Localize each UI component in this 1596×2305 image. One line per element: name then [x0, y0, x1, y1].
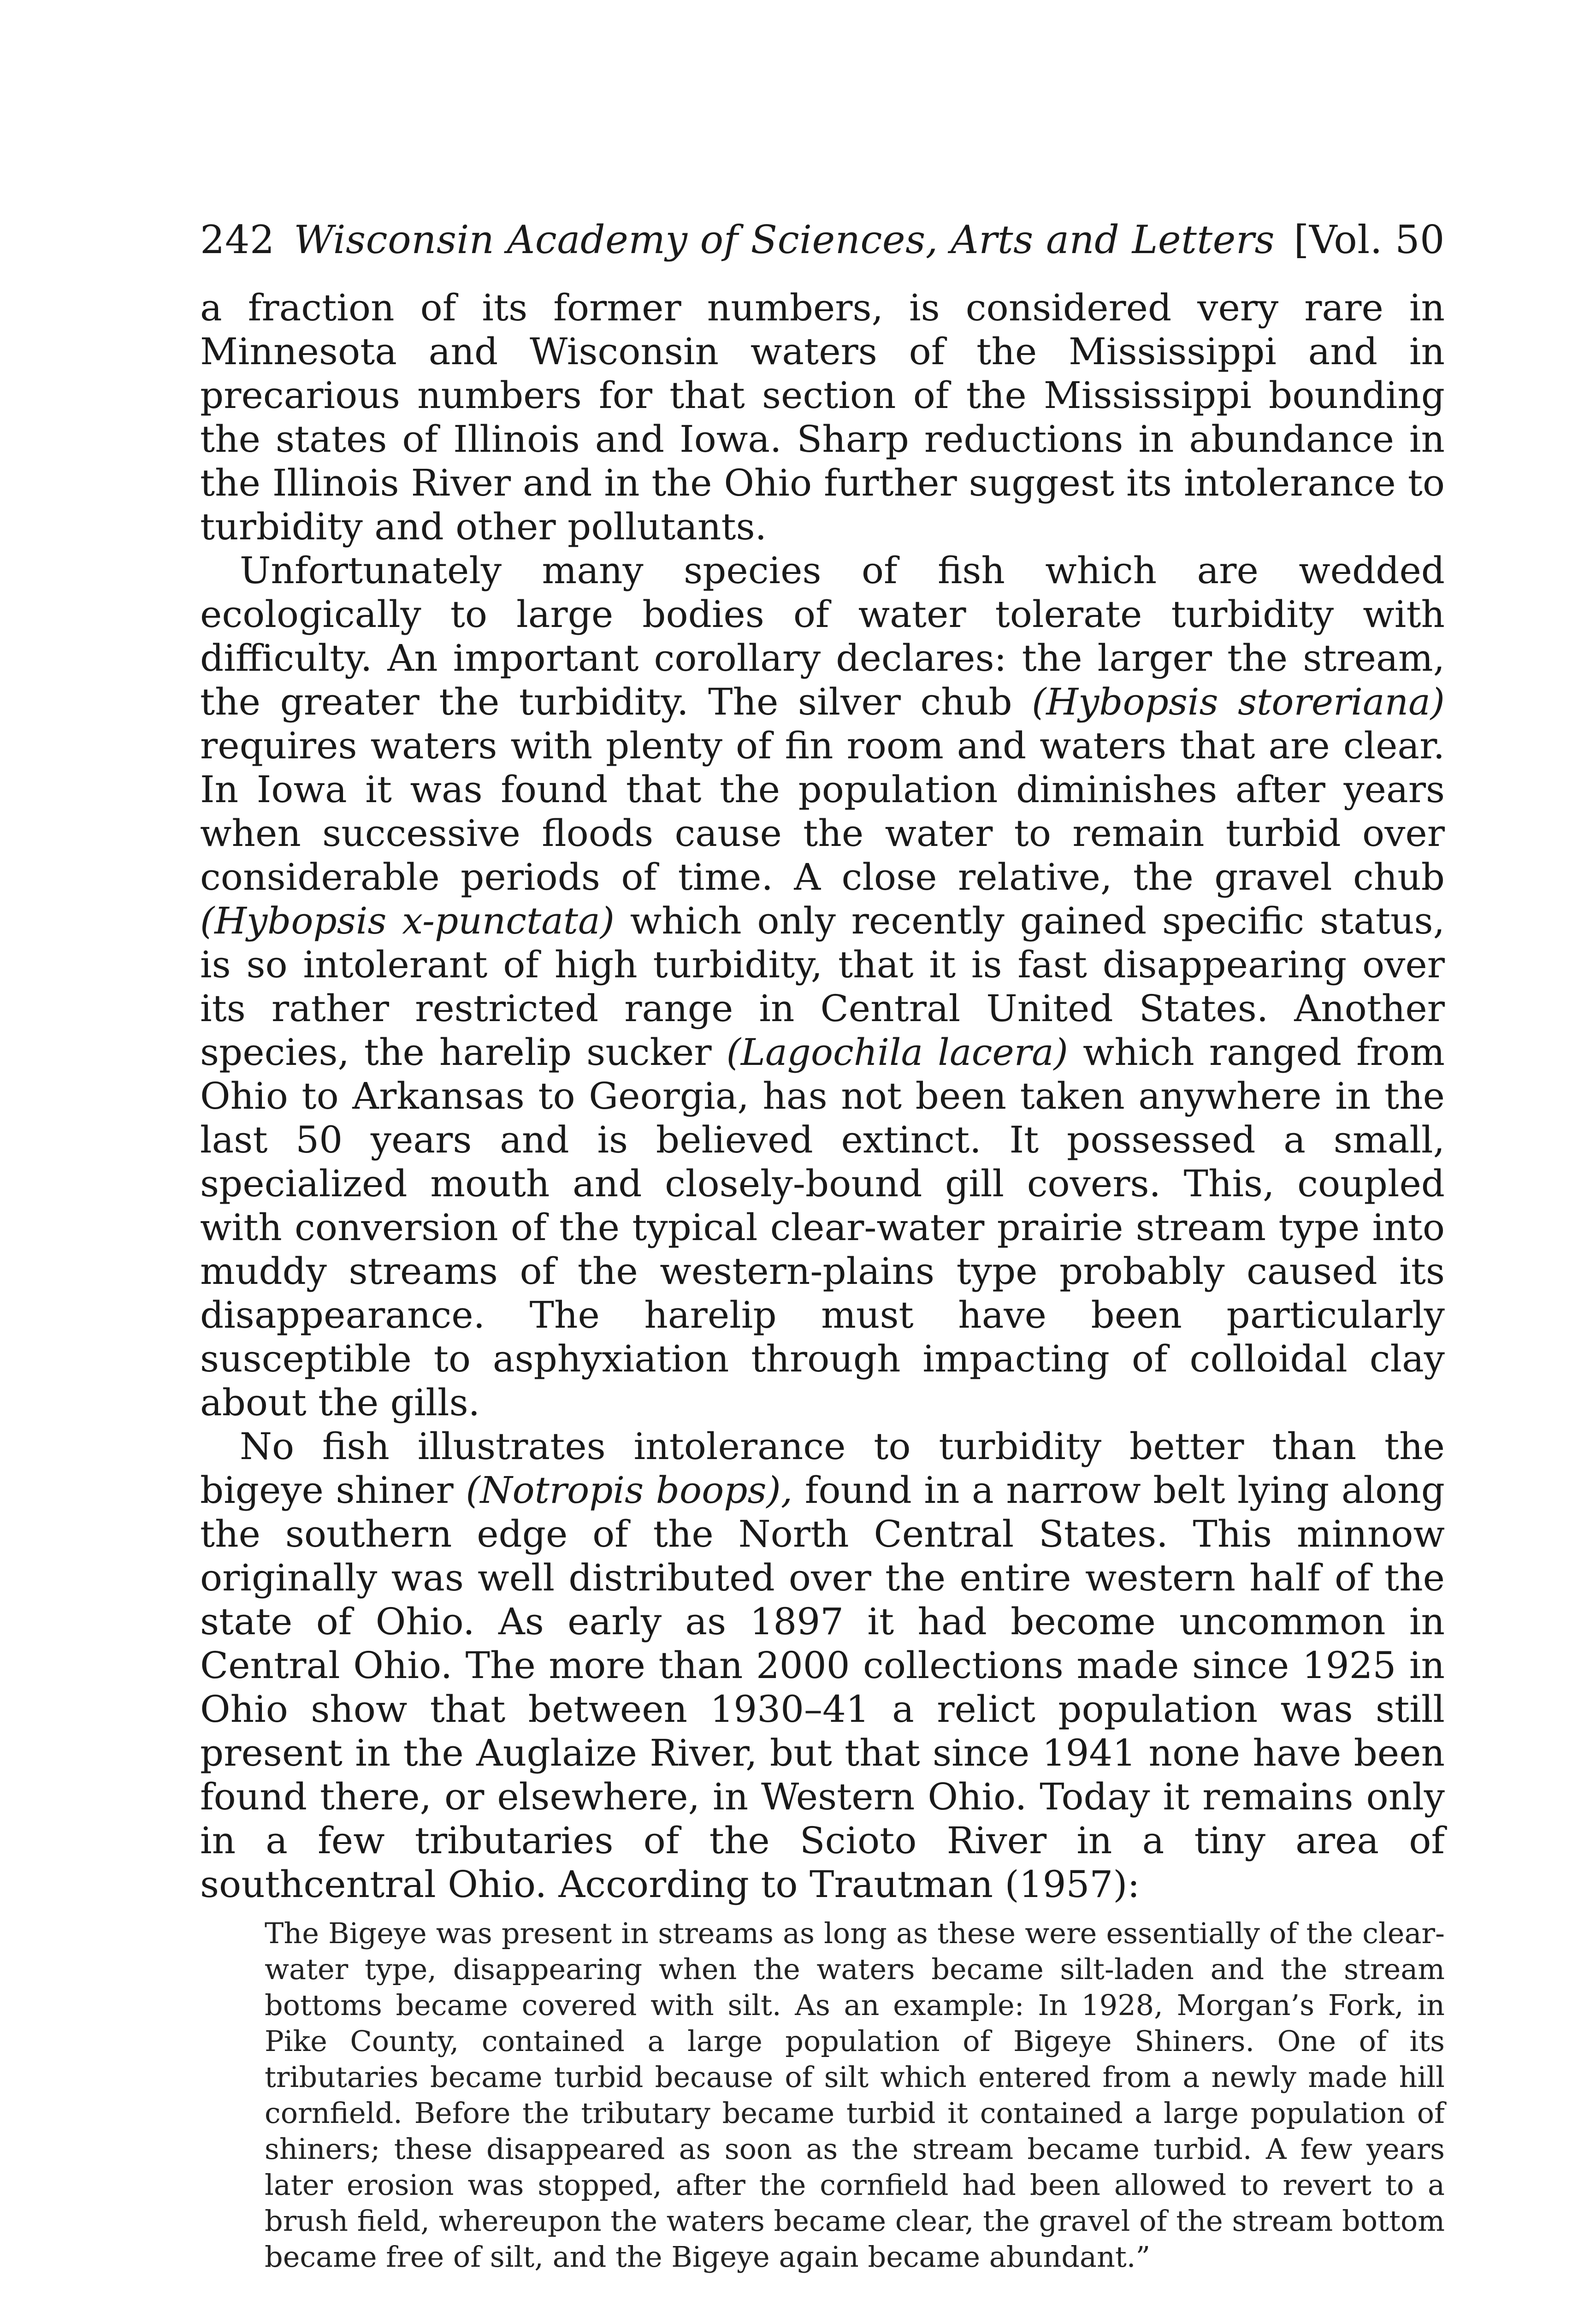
body-text — [200, 286, 1445, 1906]
paragraph-text: No fish illustrates intolerance to turbidity better than the bigeye shiner — [200, 1425, 1445, 1512]
volume-label: [Vol. 50 — [1294, 217, 1445, 262]
species-name: (Lagochila lacera) — [726, 1031, 1068, 1074]
page-number: 242 — [200, 217, 275, 262]
paragraph-text: which ranged from Ohio to Arkansas to Georgia, has not been taken anywhere in the last 50 years and is believed extinct. It possessed a small, specialized mouth and closely-bound gill covers. This, coupled with conversion of the typical clear-water prairie stream type into muddy streams of the western-plains type probably caused its disappearance. The harelip must have been particularly susceptible to asphyxiation through impacting of colloidal clay about the gills. — [200, 1031, 1445, 1424]
page — [200, 217, 1445, 2275]
paragraph-text: a fraction of its former numbers, is considered very rare in Minnesota and Wisconsin waters of the Mississippi and in precarious numbers for that section of the Mississippi bounding the states of Illinois and Iowa. Sharp reductions in abundance in the Illinois River and in the Ohio further suggest its intolerance to turbidity and other pollutants. — [200, 286, 1445, 548]
paragraph-text: which only recently gained specific status, is so intolerant of high turbidity, that it is fast disappearing over its rather restricted range in Central United States. Another species, the harelip sucker — [200, 899, 1445, 1074]
paragraph-text: found in a narrow belt lying along the southern edge of the North Central States. This minnow originally was well distributed over the entire western half of the state of Ohio. As early as 1897 it had become uncommon in Central Ohio. The more than 2000 collections made since 1925 in Ohio show that between 1930–41 a relict population was still present in the Auglaize River, but that since 1941 none have been found there, or elsewhere, in Western Ohio. Today it remains only in a few tributaries of the Scioto River in a tiny area of southcentral Ohio. According to Trautman (1957): — [200, 1469, 1445, 1906]
paragraph-text: requires waters with plenty of fin room and waters that are clear. In Iowa it was found that the population diminishes after years when successive floods cause the water to remain turbid over considerable periods of time. A close relative, the gravel chub — [200, 724, 1445, 898]
species-name: (Hybopsis storeriana) — [1032, 680, 1445, 723]
journal-title: Wisconsin Academy of Sciences, Arts and Letters — [294, 217, 1275, 262]
paragraph-text: Unfortunately many species of fish which are wedded ecologically to large bodies of water tolerate turbidity with difficulty. An important corollary declares: the larger the stream, the greater the turbidity. The silver chub — [200, 549, 1445, 723]
paragraph — [200, 1424, 1445, 1906]
paragraph — [200, 286, 1445, 549]
running-head — [200, 217, 1445, 263]
block-quote: The Bigeye was present in streams as long as these were essentially of the clear-water type, disappearing when the waters became silt-laden and the stream bottoms became covered with silt. As an example: In 1928, Morgan’s Fork, in Pike County, contained a large population of Bigeye Shiners. One of its tributaries became turbid because of silt which entered from a newly made hill cornfield. Before the tributary became turbid it contained a large population of shiners; these disappeared as soon as the stream became turbid. A few years later erosion was stopped, after the cornfield had been allowed to revert to a brush field, whereupon the waters became clear, the gravel of the stream bottom became free of silt, and the Bigeye again became abundant.” — [265, 1916, 1445, 2274]
species-name: (Notropis boops), — [466, 1469, 793, 1512]
species-name: (Hybopsis x-punctata) — [200, 899, 615, 942]
paragraph — [200, 549, 1445, 1424]
